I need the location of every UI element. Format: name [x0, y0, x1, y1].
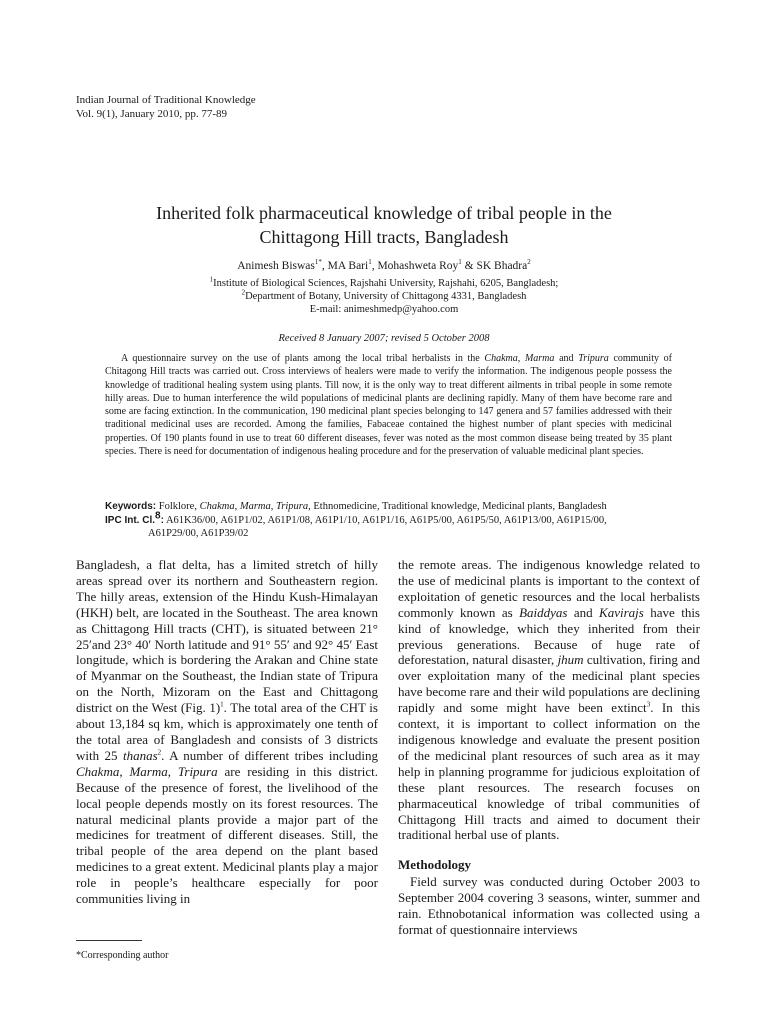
- right-column: [398, 557, 700, 938]
- ref-3: 3: [646, 700, 651, 709]
- author-3: , Mohashweta Roy: [371, 260, 459, 272]
- right-text-2: have this kind of knowledge, which they inherited from their previous generations. Because of huge rate of deforestation, natural disaster,: [398, 604, 700, 668]
- affiliation-2-sup: 2: [241, 288, 246, 297]
- left-thanas: thanas: [122, 747, 158, 763]
- ipc-line: [105, 510, 685, 528]
- left-marma: Marma: [129, 763, 168, 779]
- journal-name: Indian Journal of Traditional Knowledge: [76, 94, 256, 106]
- affiliation-1-sup: 1: [209, 275, 214, 284]
- abstract-marma: Marma: [524, 353, 555, 364]
- affiliation-2-text: Department of Botany, University of Chittagong 4331, Bangladesh: [245, 291, 527, 302]
- author-1-sup: 1*: [314, 258, 322, 267]
- right-kavirajs: Kavirajs: [599, 604, 644, 620]
- left-paragraph: [76, 557, 378, 907]
- right-text-1: the remote areas. The indigenous knowledge related to the use of medicinal plants is important to the context of exploitation of genetic resources and the local herbalists commonly known as: [398, 557, 700, 620]
- article-title: [84, 201, 684, 249]
- keywords-line: [105, 500, 685, 514]
- keywords-comma-1: ,: [234, 501, 240, 512]
- affiliation-2: [84, 290, 684, 303]
- author-2: , MA Bari: [321, 260, 369, 272]
- left-tripura: Tripura: [177, 763, 218, 779]
- ipc-label: IPC Int. Cl.: [105, 514, 155, 526]
- abstract-chakma: Chakma: [484, 353, 518, 364]
- left-text-3: . A number of different tribes including: [161, 747, 378, 763]
- footnote: *Corresponding author: [76, 950, 169, 961]
- right-and: and: [567, 604, 600, 620]
- right-paragraph: [398, 557, 700, 843]
- abstract-tripura: Tripura: [578, 353, 609, 364]
- right-text-4: . In this context, it is important to collect information on the indigenous knowledge and evaluate the present position of the medicinal plant resources of such area as it may help in planning programme for judicious exploitation of these plant resources. The research focuses on pharmaceutical knowledge of tribal communities of Chittagong Hill tracts and aimed to document their traditional herbal use of plants.: [398, 700, 700, 843]
- abstract-and: and: [554, 353, 579, 364]
- abstract-text-1: A questionnaire survey on the use of plants among the local tribal herbalists in the: [121, 353, 485, 364]
- left-chakma: Chakma: [76, 763, 120, 779]
- author-list: [84, 259, 684, 274]
- abstract-comma: ,: [517, 353, 525, 364]
- ipc-sup: 8: [155, 510, 161, 521]
- left-text-2: . The total area of the CHT is about 13,184 sq km, which is approximately one tenth of the total area of Bangladesh and consists of 3 districts with 25: [76, 700, 378, 763]
- footnote-rule: [76, 940, 142, 941]
- keywords-chakma: Chakma: [199, 501, 235, 512]
- right-baiddyas: Baiddyas: [519, 604, 568, 620]
- author-2-sup: 1: [368, 258, 372, 267]
- left-comma-2: ,: [167, 763, 178, 779]
- right-jhum: jhum: [557, 652, 584, 668]
- keywords-label: Keywords:: [105, 501, 157, 512]
- author-4-sup: 2: [527, 258, 531, 267]
- author-4: & SK Bhadra: [461, 260, 528, 272]
- ipc-codes-2: A61P29/00, A61P39/02: [148, 528, 249, 539]
- ipc-codes-1: A61K36/00, A61P1/02, A61P1/08, A61P1/10, A61P1/16, A61P5/00, A61P5/50, A61P13/00, A61P15/00,: [163, 514, 607, 526]
- affiliations: [84, 277, 684, 316]
- ref-2: 2: [157, 748, 162, 757]
- title-line-2: Chittagong Hill tracts, Bangladesh: [259, 227, 509, 247]
- affiliation-1: [84, 277, 684, 290]
- author-1: Animesh Biswas: [237, 260, 315, 272]
- abstract: [105, 352, 672, 458]
- ref-1: 1: [220, 700, 224, 709]
- journal-header: [76, 93, 256, 121]
- received-dates: Received 8 January 2007; revised 5 October 2008: [278, 333, 490, 344]
- keywords-text-1: Folklore,: [156, 501, 200, 512]
- keywords-block: [105, 500, 685, 541]
- left-comma-1: ,: [119, 763, 130, 779]
- methodology-heading: Methodology: [398, 857, 471, 873]
- left-text-4: are residing in this district. Because of the presence of forest, the livelihood of the local people depends mostly on its forest resources. The natural medicinal plants provide a major part of the medicines for treatment of different diseases. Still, the tribal people of the area depend on the plant based medicines to a great extent. Medicinal plants play a major role in people’s healthcare especially for poor communities living in: [76, 763, 378, 907]
- methodology-paragraph: Field survey was conducted during October 2003 to September 2004 covering 3 seasons, winter, summer and rain. Ethnobotanical information was collected using a format of questionnaire interviews: [398, 874, 700, 937]
- left-column: [76, 557, 378, 907]
- affiliation-1-text: Institute of Biological Sciences, Rajshahi University, Rajshahi, 6205, Bangladesh;: [213, 278, 559, 289]
- ipc-colon: :: [160, 514, 164, 526]
- left-text-1: Bangladesh, a flat delta, has a limited stretch of hilly areas spread over its northern and Southeastern region. The hilly areas, extension of the Hindu Kush-Himalayan (HKH) belt, are located in the Southeast. The area known as Chittagong Hill tracts (CHT), is situated between 21° 25′and 23° 40′ North latitude and 91° 55′ and 92° 45′ East longitude, which is bordering the Arakan and Chine state of Myanmar on the Southeast, the Indian state of Tripura on the North, Mizoram on the East and Chittagong district on the West (Fig. 1): [76, 557, 378, 716]
- keywords-tripura: Tripura: [276, 501, 309, 512]
- abstract-text-2: community of Chitagong Hill tracts was carried out. Cross interviews of healers were made to verify the information. The indigenous people possess the knowledge of traditional healing system using plants. Till now, it is the only way to treat different ailments in tribal people in some remote hilly areas. Due to human interference the wild populations of medicinal plants are declining rapidly. Many of them have become rare and some are facing extinction. In the communication, 190 medicinal plant species belonging to 147 genera and 57 families addressed with their traditional medicinal uses are recorded. Among the families, Fabaceae contained the highest number of plant species with medicinal properties. Of 190 plants found in use to treat 60 different diseases, fever was noted as the most common disease being treated by 35 plant species. There is need for documentation of indigenous healing procedure and for the preservation of valuable medicinal plant species.: [105, 353, 672, 458]
- keywords-marma: Marma: [239, 501, 271, 512]
- right-text-3: cultivation, firing and over exploitation many of the medicinal plant species have become rare and their wild populations are declining rapidly and some might have been extinct: [398, 652, 700, 716]
- title-line-1: Inherited folk pharmaceutical knowledge of tribal people in the: [156, 203, 612, 223]
- author-3-sup: 1: [458, 258, 462, 267]
- journal-volume: Vol. 9(1), January 2010, pp. 77-89: [76, 108, 228, 120]
- keywords-comma-2: ,: [270, 501, 277, 512]
- keywords-text-2: , Ethnomedicine, Traditional knowledge, Medicinal plants, Bangladesh: [308, 501, 607, 512]
- email: E-mail: animeshmedp@yahoo.com: [309, 304, 459, 315]
